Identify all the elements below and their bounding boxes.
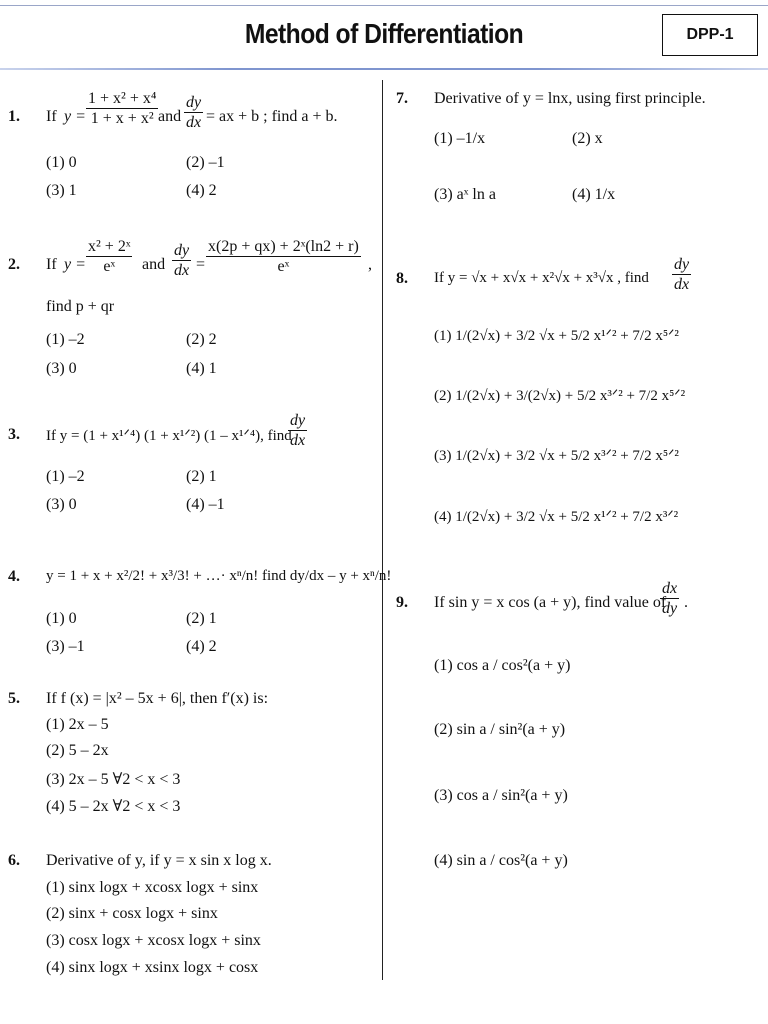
option: (1) –2 — [46, 468, 85, 485]
option: (4) –1 — [186, 496, 225, 513]
option: (3) cos a / sin²(a + y) — [434, 787, 568, 804]
option: (2) sinx + cosx logx + sinx — [46, 905, 218, 922]
stem-text: = ax + b ; find a + b. — [206, 108, 338, 125]
option: (1) sinx logx + xcosx logx + sinx — [46, 879, 259, 896]
stem-text: y = — [64, 256, 86, 273]
option: (2) 1 — [186, 468, 217, 485]
question-number: 1. — [8, 108, 20, 125]
stem-text: , — [368, 256, 372, 273]
denominator: eˣ — [86, 256, 132, 276]
option: (3) cosx logx + xcosx logx + sinx — [46, 932, 261, 949]
option: (3) 0 — [46, 360, 77, 377]
question-number: 2. — [8, 256, 20, 273]
stem-text: If — [46, 256, 57, 273]
numerator: 1 + x² + x⁴ — [88, 90, 157, 107]
fraction — [86, 90, 158, 128]
question-number: 5. — [8, 690, 20, 707]
option: (2) 1/(2√x) + 3/(2√x) + 5/2 x³ᐟ² + 7/2 x⁵ᐟ² — [434, 388, 686, 404]
option: (4) 1 — [186, 360, 217, 377]
option: (1) –2 — [46, 331, 85, 348]
option: (3) –1 — [46, 638, 85, 655]
option: (2) sin a / sin²(a + y) — [434, 721, 566, 738]
option: (4) 2 — [186, 182, 217, 199]
option: (4) 5 – 2x ∀2 < x < 3 — [46, 798, 181, 815]
top-rule — [0, 5, 768, 6]
fraction — [206, 238, 361, 276]
option: (1) –1/x — [434, 130, 486, 147]
stem-text: y = — [64, 108, 86, 125]
option: (2) 1 — [186, 610, 217, 627]
option: (1) 1/(2√x) + 3/2 √x + 5/2 x¹ᐟ² + 7/2 x⁵ᐟ² — [434, 328, 679, 344]
stem-text: and — [158, 108, 182, 125]
dydx-fraction: $\frac{dy}{dx}$ — [290, 412, 306, 449]
question-number: 9. — [396, 594, 408, 611]
fraction — [86, 238, 132, 276]
option: (3) 1/(2√x) + 3/2 √x + 5/2 x³ᐟ² + 7/2 x⁵ᐟ² — [434, 448, 679, 464]
option: (1) 2x – 5 — [46, 716, 109, 733]
stem-text: If f (x) = |x² – 5x + 6|, then f′(x) is: — [46, 690, 269, 707]
stem-text: Derivative of y = lnx, using first principle. — [434, 90, 706, 107]
header-divider — [0, 68, 768, 70]
stem-text: Derivative of y, if y = x sin x log x. — [46, 852, 272, 869]
stem-text: If sin y = x cos (a + y), find value of — [434, 594, 667, 611]
denominator: eˣ — [206, 256, 361, 276]
option: (1) cos a / cos²(a + y) — [434, 657, 571, 674]
option: (2) –1 — [186, 154, 225, 171]
question-number: 6. — [8, 852, 20, 869]
dpp-badge: DPP-1 — [662, 14, 758, 56]
numerator: x² + 2ˣ — [88, 238, 131, 255]
stem-text: find p + qr — [46, 298, 115, 315]
dydx-fraction: $\frac{dy}{dx}$ — [674, 256, 690, 293]
option: (2) x — [572, 130, 603, 147]
stem-text: y = 1 + x + x²/2! + x³/3! + …· xⁿ/n! find dy/dx – y + xⁿ/n! — [46, 568, 392, 584]
stem-text: If — [46, 108, 57, 125]
option: (3) 0 — [46, 496, 77, 513]
stem-text: If y = √x + x√x + x²√x + x³√x , find — [434, 270, 649, 286]
option: (1) 0 — [46, 610, 77, 627]
option: (1) 0 — [46, 154, 77, 171]
option: (3) 2x – 5 ∀2 < x < 3 — [46, 771, 181, 788]
option: (2) 5 – 2x — [46, 742, 109, 759]
option: (4) 1/x — [572, 186, 616, 203]
question-number: 7. — [396, 90, 408, 107]
numerator: x(2p + qx) + 2ˣ(ln2 + r) — [208, 238, 359, 255]
column-divider — [382, 80, 383, 980]
option: (3) aˣ ln a — [434, 186, 496, 203]
question-number: 8. — [396, 270, 408, 287]
option: (4) sin a / cos²(a + y) — [434, 852, 568, 869]
stem-text: . — [684, 594, 688, 611]
option: (4) 1/(2√x) + 3/2 √x + 5/2 x¹ᐟ² + 7/2 x³ᐟ² — [434, 509, 679, 525]
question-number: 3. — [8, 426, 20, 443]
dydx-fraction: $\frac{dy}{dx}$ — [186, 94, 202, 131]
option: (3) 1 — [46, 182, 77, 199]
question-number: 4. — [8, 568, 20, 585]
dydx-fraction: $\frac{dy}{dx}$ — [174, 242, 190, 279]
denominator: 1 + x + x² — [86, 108, 158, 128]
stem-text: If y = (1 + x¹ᐟ⁴) (1 + x¹ᐟ²) (1 – x¹ᐟ⁴), find — [46, 428, 292, 444]
option: (4) sinx logx + xsinx logx + cosx — [46, 959, 259, 976]
option: (4) 2 — [186, 638, 217, 655]
option: (2) 2 — [186, 331, 217, 348]
page-title: Method of Differentiation — [244, 18, 524, 49]
dxdy-fraction: $\frac{dx}{dy}$ — [662, 580, 678, 617]
stem-text: and — [142, 256, 166, 273]
